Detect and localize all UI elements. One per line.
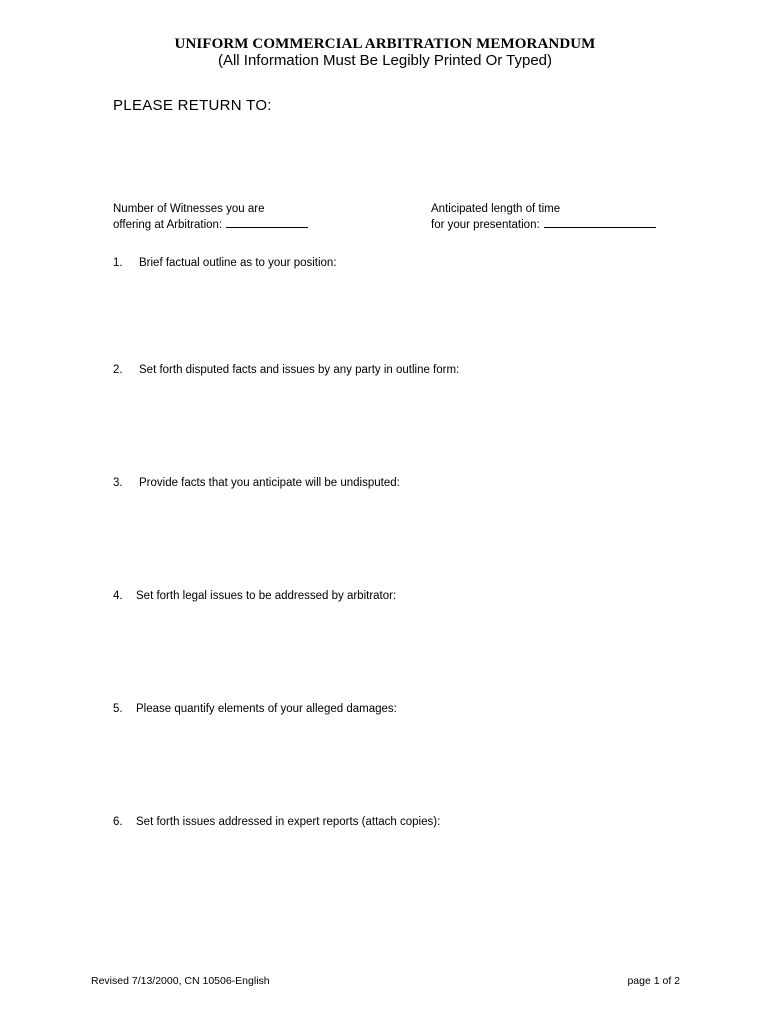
question-text: Set forth disputed facts and issues by any party in outline form: [139,364,460,376]
page-number: page 1 of 2 [627,975,680,987]
return-to-label: PLEASE RETURN TO: [113,97,272,114]
question-number: 4. [113,590,123,602]
question-text: Provide facts that you anticipate will be undisputed: [139,477,400,489]
presentation-time-label-line1: Anticipated length of time [431,203,561,215]
witnesses-label-line2: offering at Arbitration: [113,219,223,231]
question-item-4 [113,590,396,602]
document-subtitle: (All Information Must Be Legibly Printed Or Typed) [217,52,553,69]
witnesses-blank-line[interactable] [226,216,308,228]
question-item-3 [113,477,400,489]
question-text: Please quantify elements of your alleged damages: [136,703,397,715]
presentation-time-blank-line[interactable] [544,216,656,228]
question-item-5 [113,703,397,715]
document-title: UNIFORM COMMERCIAL ARBITRATION MEMORANDUM [174,36,596,52]
revision-note: Revised 7/13/2000, CN 10506-English [91,975,270,987]
presentation-time-label-line2-row [431,216,656,232]
question-item-1 [113,257,337,269]
presentation-time-field [431,202,656,232]
question-number: 6. [113,816,123,828]
question-text: Set forth legal issues to be addressed by arbitrator: [136,590,397,602]
witnesses-field [113,202,308,232]
presentation-time-label-line2: for your presentation: [431,219,540,231]
question-number: 1. [113,257,123,269]
question-number: 3. [113,477,123,489]
question-item-2 [113,364,459,376]
question-item-6 [113,816,440,828]
witnesses-label-line1: Number of Witnesses you are [113,203,265,215]
question-number: 2. [113,364,123,376]
question-text: Brief factual outline as to your position: [139,257,337,269]
question-number: 5. [113,703,123,715]
witnesses-label-line2-row [113,216,308,232]
question-text: Set forth issues addressed in expert reports (attach copies): [136,816,441,828]
